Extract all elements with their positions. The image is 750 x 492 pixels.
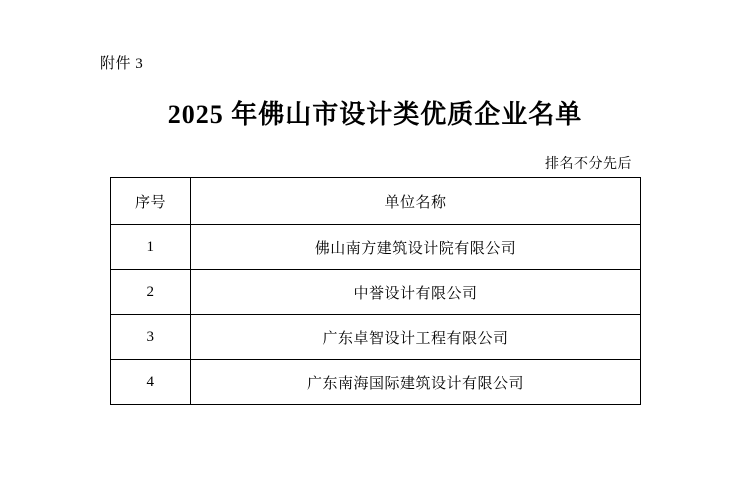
column-header-name: 单位名称 (191, 178, 641, 225)
page-title: 2025 年佛山市设计类优质企业名单 (167, 100, 583, 129)
table-row (111, 315, 641, 360)
table-header-row (111, 178, 641, 225)
row-company-name: 广东南海国际建筑设计有限公司 (191, 360, 641, 405)
column-header-index: 序号 (111, 178, 191, 225)
ranking-note: 排名不分先后 (545, 157, 632, 172)
company-list-table (110, 177, 641, 405)
row-company-name: 佛山南方建筑设计院有限公司 (191, 225, 641, 270)
row-index: 3 (111, 315, 191, 360)
row-index: 4 (111, 360, 191, 405)
table-row (111, 270, 641, 315)
table-row (111, 360, 641, 405)
row-company-name: 广东卓智设计工程有限公司 (191, 315, 641, 360)
row-index: 1 (111, 225, 191, 270)
table-row (111, 225, 641, 270)
row-company-name: 中誉设计有限公司 (191, 270, 641, 315)
row-index: 2 (111, 270, 191, 315)
attachment-label: 附件 3 (100, 56, 144, 72)
